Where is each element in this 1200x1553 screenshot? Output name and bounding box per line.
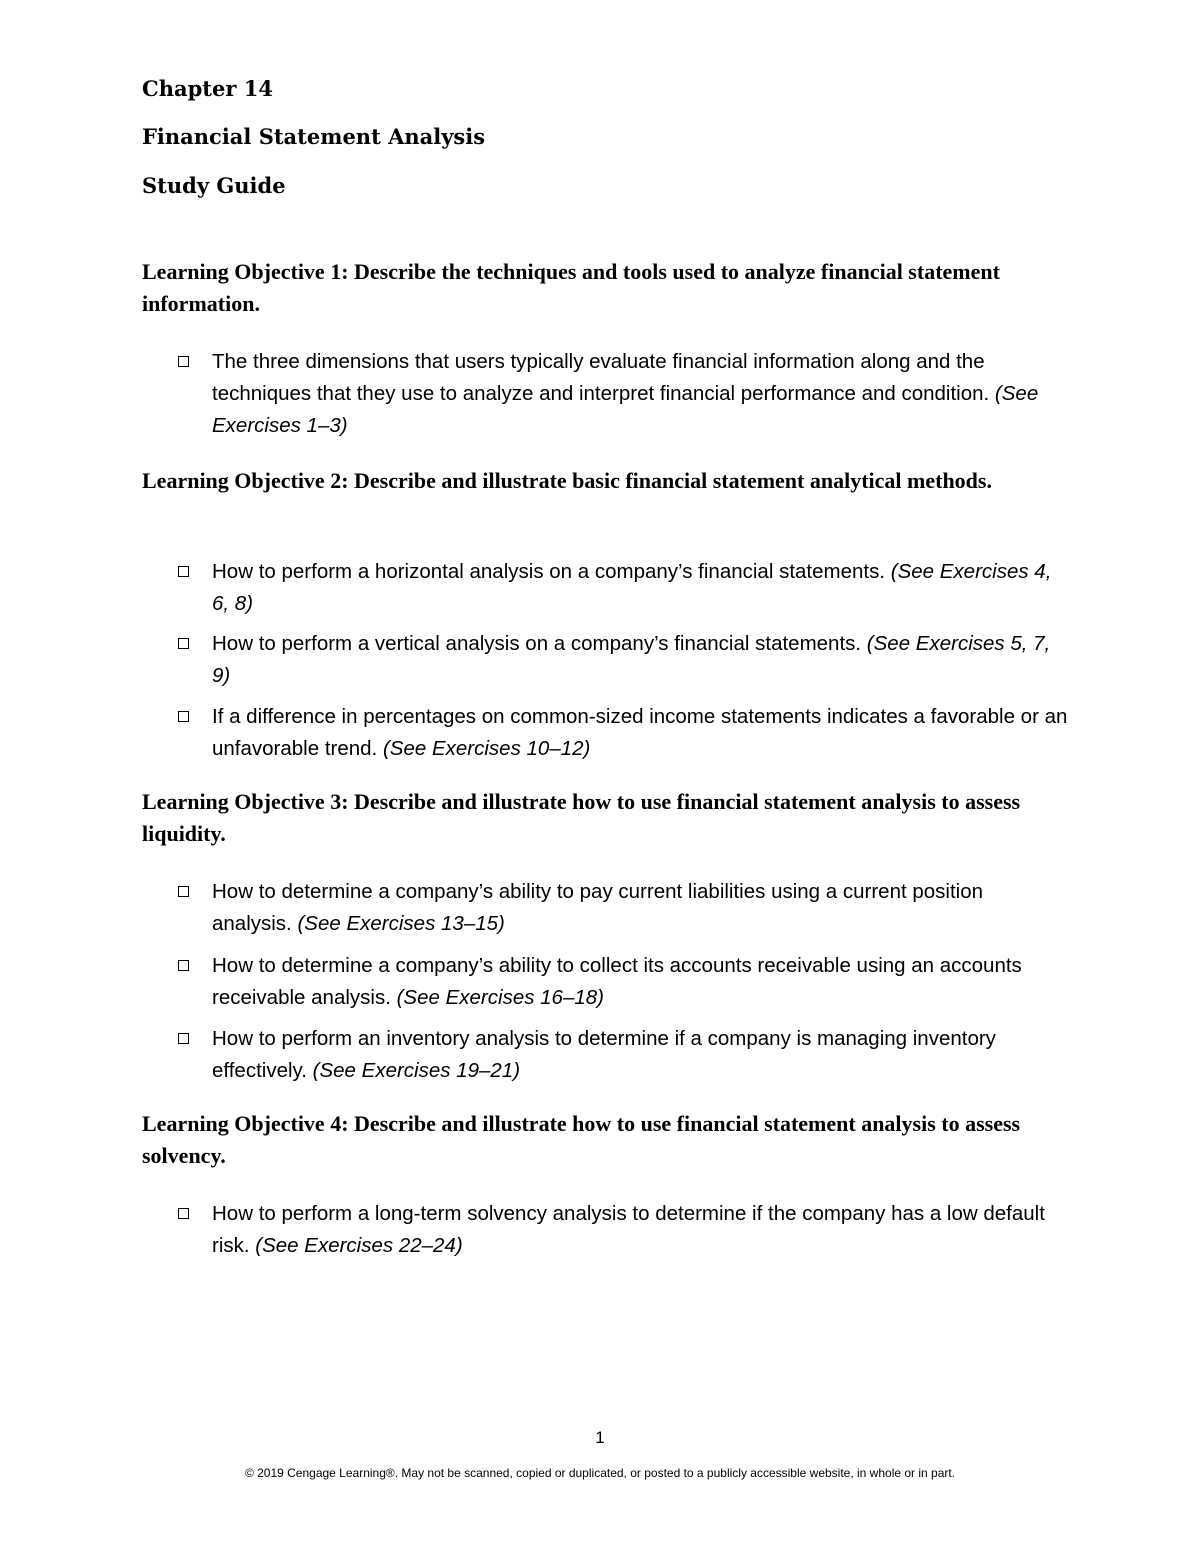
exercise-reference: (See Exercises 5, 7, 9) (212, 632, 1051, 687)
chapter-title: Financial Statement Analysis (142, 124, 486, 149)
checkbox-icon (178, 638, 189, 649)
checkbox-icon (178, 960, 189, 971)
exercise-reference: (See Exercises 13–15) (297, 912, 505, 935)
exercise-reference: (See Exercises 10–12) (382, 737, 591, 760)
learning-objective-heading: Learning Objective 3: Describe and illustrate how to use financial statement analysis to assess liquidity. (142, 789, 1021, 846)
list-item (178, 950, 1068, 1014)
item-text: The three dimensions that users typically evaluate financial information along and the techniques that they use to analyze and interpret financial performance and condition. (212, 350, 990, 405)
checkbox-icon (178, 356, 189, 367)
item-text: How to perform a long-term solvency analysis to determine if the company has a low default risk. (212, 1202, 1045, 1257)
page-number: 1 (595, 1428, 605, 1447)
copyright-notice: © 2019 Cengage Learning®. May not be scanned, copied or duplicated, or posted to a publicly accessible website, in whole or in part. (244, 1466, 956, 1480)
document-subtitle: Study Guide (142, 173, 286, 198)
learning-objective-heading: Learning Objective 1: Describe the techniques and tools used to analyze financial statement information. (142, 259, 1000, 316)
chapter-number: Chapter 14 (142, 76, 273, 101)
exercise-reference: (See Exercises 22–24) (255, 1234, 463, 1257)
list-item (178, 1198, 1068, 1262)
item-text: How to perform a horizontal analysis on a company’s financial statements. (212, 560, 886, 583)
list-item (178, 701, 1068, 765)
exercise-reference: (See Exercises 19–21) (312, 1059, 521, 1082)
list-item (178, 1023, 1068, 1087)
list-item (178, 556, 1068, 620)
learning-objective-heading: Learning Objective 2: Describe and illustrate basic financial statement analytical methods. (142, 468, 992, 493)
checkbox-icon (178, 566, 189, 577)
item-text: How to determine a company’s ability to collect its accounts receivable using an accounts receivable analysis. (212, 954, 1022, 1009)
exercise-reference: (See Exercises 16–18) (396, 986, 604, 1009)
checkbox-icon (178, 886, 189, 897)
item-text: If a difference in percentages on common-sized income statements indicates a favorable or an unfavorable trend. (212, 705, 1068, 760)
item-text: How to perform a vertical analysis on a company’s financial statements. (212, 632, 862, 655)
list-item (178, 628, 1068, 692)
item-text: How to perform an inventory analysis to determine if a company is managing inventory effectively. (212, 1027, 996, 1082)
exercise-reference: (See Exercises 4, 6, 8) (212, 560, 1052, 615)
item-text: How to determine a company’s ability to pay current liabilities using a current position analysis. (212, 880, 984, 935)
checkbox-icon (178, 711, 189, 722)
learning-objective-heading: Learning Objective 4: Describe and illustrate how to use financial statement analysis to assess solvency. (142, 1111, 1021, 1168)
checkbox-icon (178, 1208, 189, 1219)
exercise-reference: (See Exercises 1–3) (212, 382, 1039, 437)
list-item (178, 346, 1068, 442)
list-item (178, 876, 1068, 940)
checkbox-icon (178, 1033, 189, 1044)
